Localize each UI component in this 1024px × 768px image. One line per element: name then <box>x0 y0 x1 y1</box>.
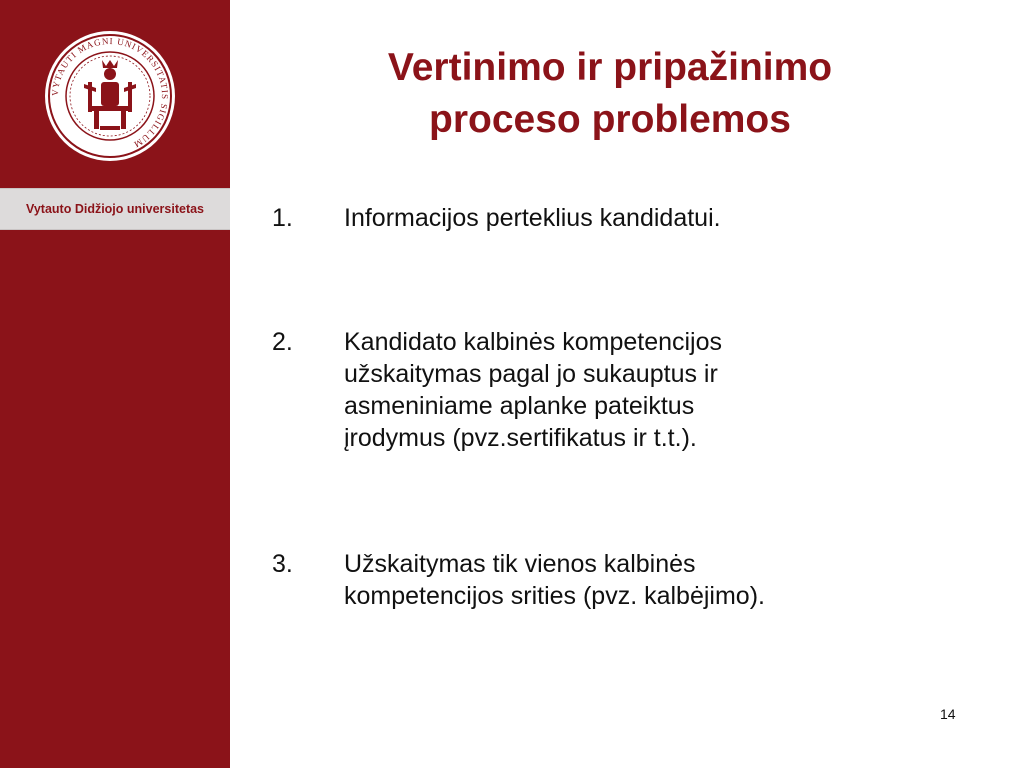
sidebar <box>0 0 230 768</box>
list-item-number: 3. <box>272 550 293 578</box>
university-seal-logo <box>44 30 176 162</box>
list-item-number: 1. <box>272 204 293 232</box>
list-item <box>272 548 912 612</box>
slide-title-line-2: proceso problemos <box>429 98 791 141</box>
list-item <box>272 326 912 454</box>
slide-title <box>250 42 970 146</box>
list-item <box>272 202 912 234</box>
university-name: Vytauto Didžiojo universitetas <box>25 202 205 216</box>
seal-text: VYTAUTI MAGNI UNIVERSITATIS SIGILLUM <box>49 35 171 150</box>
slide-title-line-1: Vertinimo ir pripažinimo <box>387 46 833 89</box>
list-item-number: 2. <box>272 328 293 356</box>
list-item-text: Kandidato kalbinės kompetencijos užskaitymas pagal jo sukauptus ir asmeniniame aplanke pateiktus įrodymus (pvz.sertifikatus ir t.t.). <box>344 328 723 452</box>
list-item-text: Užskaitymas tik vienos kalbinės kompetencijos srities (pvz. kalbėjimo). <box>344 550 765 610</box>
page-number: 14 <box>940 706 956 722</box>
list-item-text: Informacijos perteklius kandidatui. <box>344 204 721 232</box>
university-name-bar <box>0 188 230 230</box>
